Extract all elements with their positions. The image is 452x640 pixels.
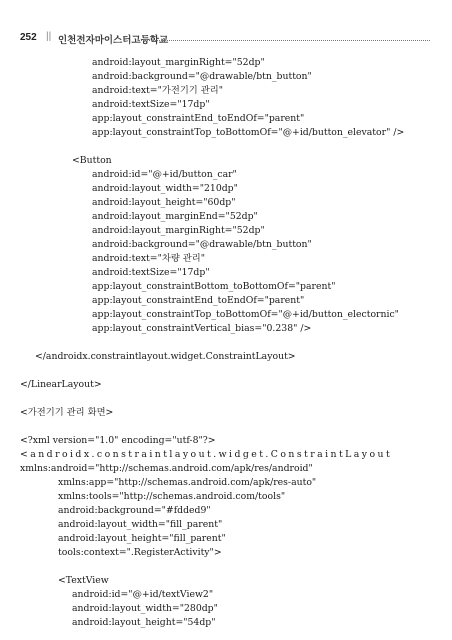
code-line: android:id="@+id/button_car": [92, 169, 237, 180]
code-line: app:layout_constraintTop_toBottomOf="@+id/button_electornic": [92, 309, 399, 320]
code-line: </LinearLayout>: [20, 379, 102, 390]
code-line: android:layout_width="210dp": [92, 183, 238, 194]
code-line: android:background="@drawable/btn_button": [92, 71, 312, 82]
code-line: android:text="차량 관리": [92, 253, 206, 264]
code-line: android:layout_marginEnd="52dp": [92, 211, 258, 222]
code-line: <TextView: [58, 575, 109, 586]
blank-line: [20, 420, 432, 434]
code-line: app:layout_constraintVertical_bias="0.238" />: [92, 323, 312, 334]
code-line: android:background="#fdded9": [58, 505, 211, 516]
code-line: android:layout_width="fill_parent": [58, 519, 223, 530]
code-line: xmlns:app="http://schemas.android.com/apk/res-auto": [58, 477, 317, 488]
code-line: android:textSize="17dp": [92, 267, 210, 278]
code-line: app:layout_constraintBottom_toBottomOf="parent": [92, 281, 336, 292]
section-caption: <가전기기 관리 화면>: [20, 407, 114, 418]
code-line: android:layout_height="fill_parent": [58, 533, 226, 544]
page-header: [20, 12, 432, 46]
code-line: android:layout_height="54dp": [72, 617, 216, 628]
code-line: app:layout_constraintEnd_toEndOf="parent": [92, 295, 305, 306]
blank-line: [20, 364, 432, 378]
code-line: android:layout_marginRight="52dp": [92, 57, 265, 68]
code-line: android:textSize="17dp": [92, 99, 210, 110]
code-line: android:layout_marginRight="52dp": [92, 225, 265, 236]
code-line: android:id="@+id/textView2": [72, 589, 214, 600]
header-dotted-rule: [138, 40, 430, 41]
code-line: android:background="@drawable/btn_button": [92, 239, 312, 250]
blank-line: [20, 392, 432, 406]
blank-line: [20, 140, 432, 154]
code-block: [20, 56, 432, 630]
code-line: android:layout_width="280dp": [72, 603, 218, 614]
code-line: app:layout_constraintEnd_toEndOf="parent": [92, 113, 305, 124]
code-line: tools:context=".RegisterActivity">: [58, 547, 222, 558]
code-line: </androidx.constraintlayout.widget.ConstraintLayout>: [35, 351, 296, 362]
code-line: app:layout_constraintTop_toBottomOf="@+id/button_elevator" />: [92, 127, 405, 138]
code-line: android:text="가전기기 관리": [92, 85, 223, 96]
blank-line: [20, 336, 432, 350]
code-line: <Button: [72, 155, 112, 166]
code-line: <?xml version="1.0" encoding="utf-8"?>: [20, 435, 216, 446]
code-line: xmlns:tools="http://schemas.android.com/tools": [58, 491, 286, 502]
code-line: <androidx.constraintlayout.widget.ConstraintLayout: [20, 449, 393, 460]
code-line: xmlns:android="http://schemas.android.com/apk/res/android": [20, 463, 313, 474]
page-number: 252: [20, 32, 37, 43]
blank-line: [20, 560, 432, 574]
header-separator: ||: [46, 31, 52, 42]
school-name: 인천전자마이스터고등학교: [58, 35, 169, 46]
code-line: android:layout_height="60dp": [92, 197, 236, 208]
